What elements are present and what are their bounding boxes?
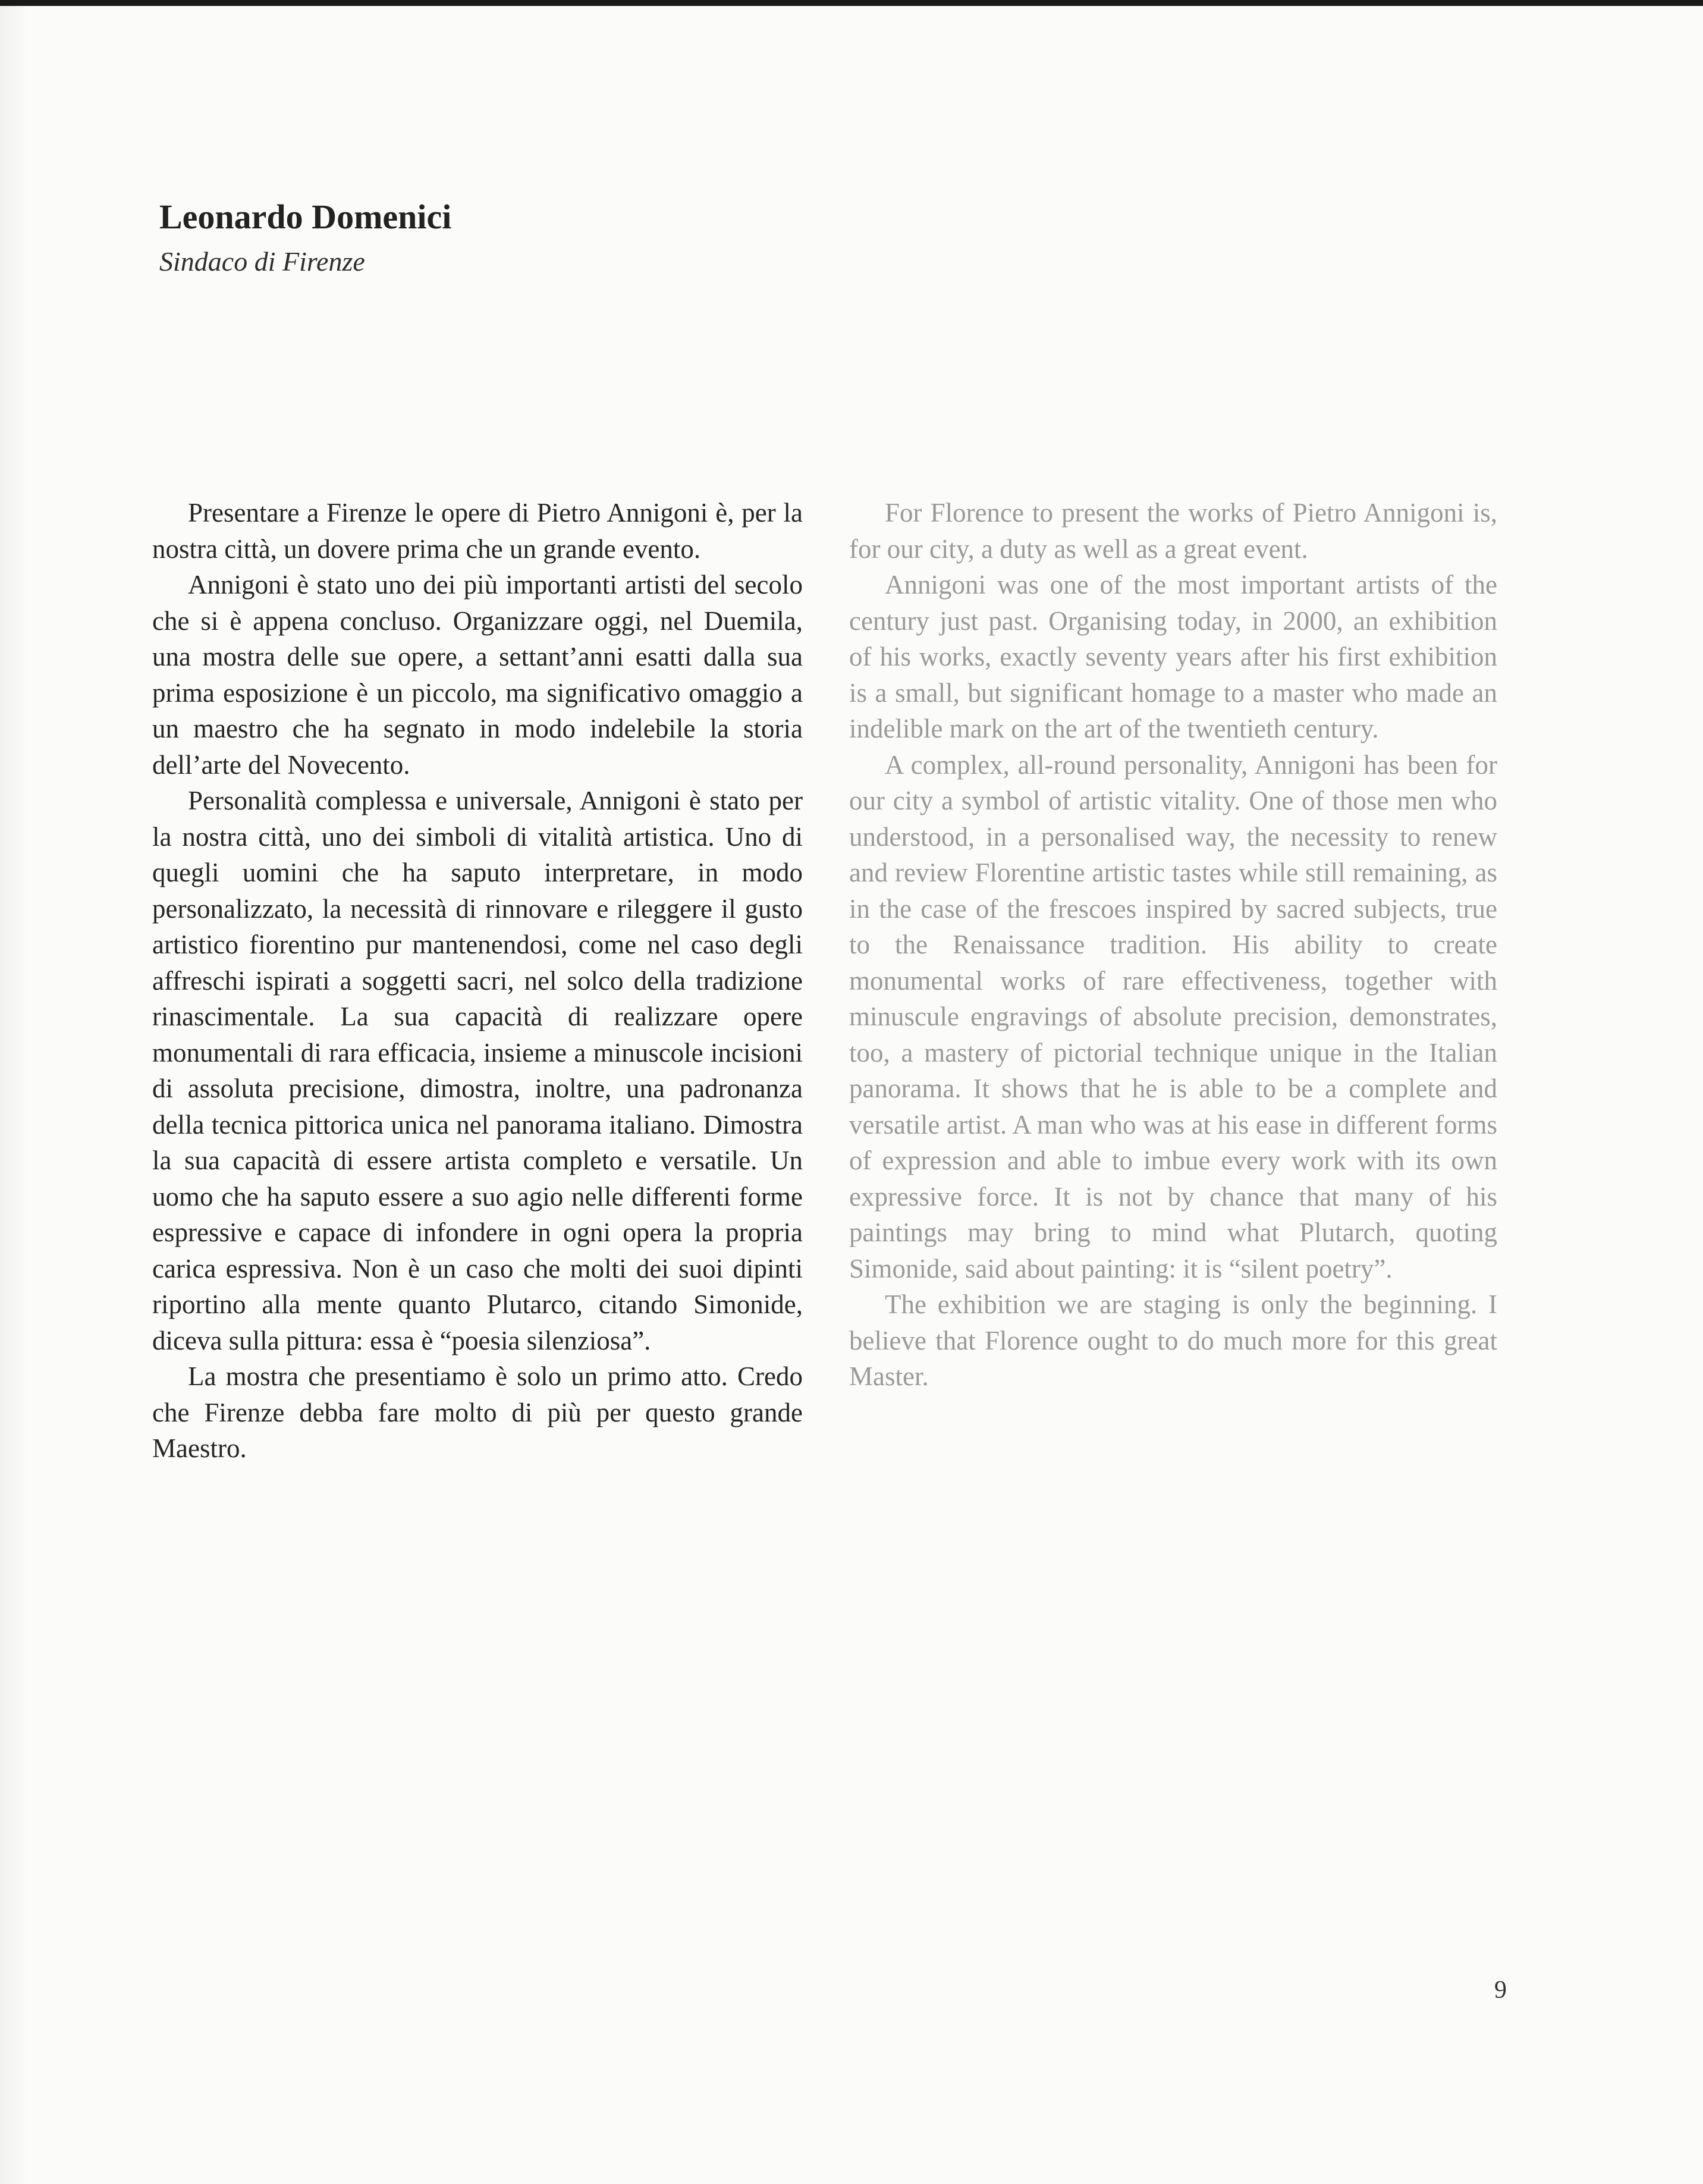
english-text-column <box>849 495 1497 1395</box>
author-name: Leonardo Domenici <box>159 197 452 236</box>
english-paragraph: For Florence to present the works of Pietro Annigoni is, for our city, a duty as well as a great event. <box>849 498 1497 564</box>
page-top-edge <box>0 0 1703 6</box>
english-paragraph: The exhibition we are staging is only the beginning. I believe that Florence ought to do much more for this great Master. <box>849 1289 1497 1391</box>
page-header <box>159 196 451 278</box>
english-paragraph: A complex, all-round personality, Annigoni has been for our city a symbol of artistic vitality. One of those men who understood, in a personalised way, the necessity to renew and review Florentine artistic tastes while still remaining, as in the case of the frescoes inspired by sacred subjects, true to the Renaissance tradition. His ability to create monumental works of rare effectiveness, together with minuscule engravings of absolute precision, demonstrates, too, a mastery of pictorial technique unique in the Italian panorama. It shows that he is able to be a complete and versatile artist. A man who was at his ease in different forms of expression and able to imbue every work with its own expressive force. It is not by chance that many of his paintings may bring to mind what Plutarch, quoting Simonide, said about painting: it is “silent poetry”. <box>849 749 1497 1284</box>
english-paragraph: Annigoni was one of the most important artists of the century just past. Organising today, in 2000, an exhibition of his works, exactly seventy years after his first exhibition is a small, but significant homage to a master who made an indelible mark on the art of the twentieth century. <box>849 570 1497 743</box>
italian-paragraph: Presentare a Firenze le opere di Pietro Annigoni è, per la nostra città, un dovere prima che un grande evento. <box>152 498 803 564</box>
italian-paragraph: Personalità complessa e universale, Annigoni è stato per la nostra città, uno dei simboli di vitalità artistica. Uno di quegli uomini che ha saputo interpretare, in modo personalizzato, la necessità di rinnovare e rileggere il gusto artistico fiorentino pur mantenendosi, come nel caso degli affreschi ispirati a soggetti sacri, nel solco della tradizione rinascimentale. La sua capacità di realizzare opere monumentali di rara efficacia, insieme a minuscole incisioni di assoluta precisione, dimostra, inoltre, una padronanza della tecnica pittorica unica nel panorama italiano. Dimostra la sua capacità di essere artista completo e versatile. Un uomo che ha saputo essere a suo agio nelle differenti forme espressive e capace di infondere in ogni opera la propria carica espressiva. Non è un caso che molti dei suoi dipinti riportino alla mente quanto Plutarco, citando Simonide, diceva sulla pittura: essa è “poesia silenziosa”. <box>152 786 803 1355</box>
italian-text-column <box>152 495 803 1467</box>
italian-paragraph: La mostra che presentiamo è solo un primo atto. Credo che Firenze debba fare molto di più per questo grande Maestro. <box>152 1361 803 1463</box>
author-role: Sindaco di Firenze <box>159 246 365 277</box>
italian-paragraph: Annigoni è stato uno dei più importanti artisti del secolo che si è appena concluso. Organizzare oggi, nel Duemila, una mostra delle sue opere, a settant’anni esatti dalla sua prima esposizione è un piccolo, ma significativo omaggio a un maestro che ha segnato in modo indelebile la storia dell’arte del Novecento. <box>152 570 803 780</box>
page-number: 9 <box>1494 1976 1507 2004</box>
page-gutter-shadow <box>0 6 29 2184</box>
